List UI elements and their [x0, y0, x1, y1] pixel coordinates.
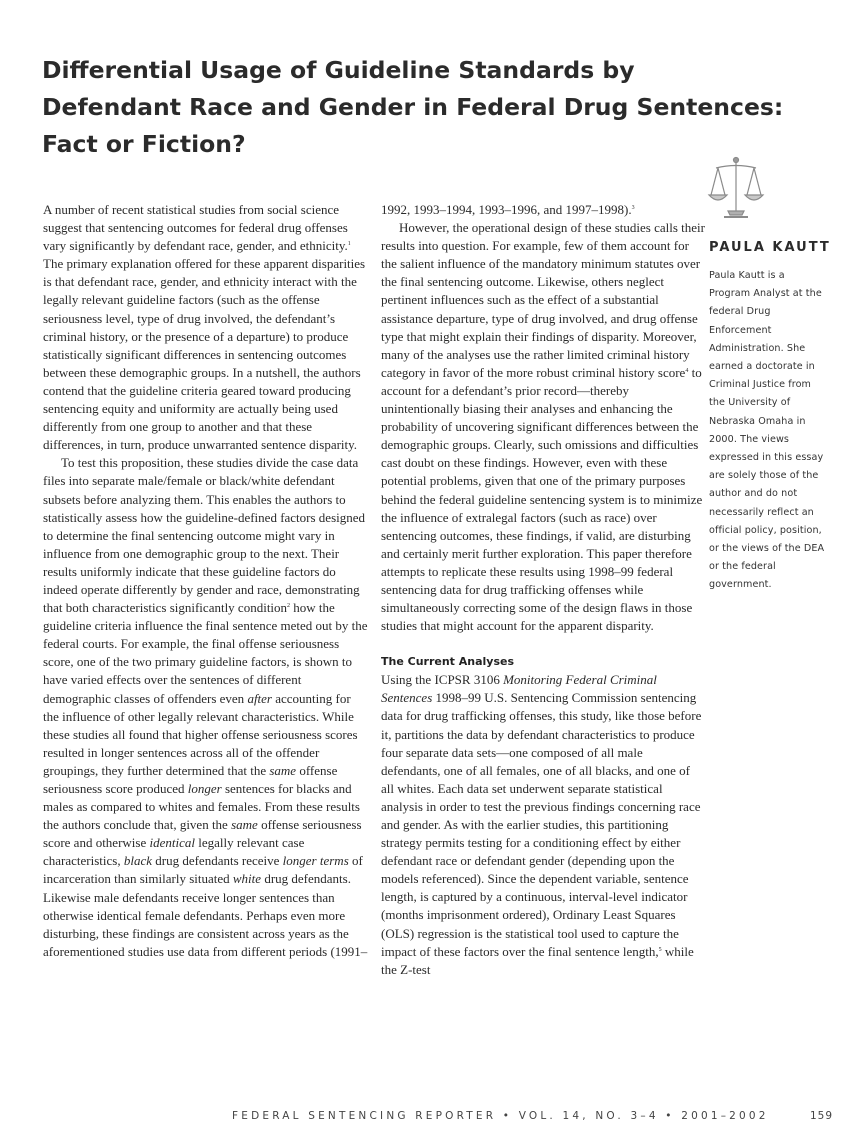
- title-line-1: Differential Usage of Guideline Standards by: [42, 56, 635, 84]
- author-name: PAULA KAUTT: [709, 240, 831, 255]
- footnote-marker[interactable]: 3: [631, 205, 635, 211]
- section-heading: The Current Analyses: [381, 655, 515, 669]
- footnote-marker[interactable]: 1: [347, 241, 351, 248]
- page-number: 159: [810, 1110, 834, 1122]
- journal-citation: FEDERAL SENTENCING REPORTER • VOL. 14, NO. 3–4 • 2001–2002: [232, 1110, 769, 1122]
- footnote-marker[interactable]: 5: [658, 946, 662, 953]
- body-column-middle: [381, 201, 705, 979]
- paragraph: To test this proposition, these studies divide the case data files into separate male/female or black/white defendant subsets before analyzing them. This enables the authors to statistically assess how the guideline-defined factors designed to determine the final sentencing outcome might vary in influence from one demographic group to the next. Their results uniformly indicate that these guideline factors do indeed operate differently by gender and race, demonstrating that both characteristics significantly condition$^2$ how the guideline criteria influence the final sentence meted out by the federal courts. For example, the final offense seriousness score, one of the two primary guideline factors, is shown to have varied effects over the sentences of different demographic classes of offenders even after accounting for the influence of other legally relevant characteristics. While these studies all found that higher offense seriousness scores resulted in longer sentences across all of the offender groupings, they further determined that the same offense seriousness score produced longer sentences for blacks and males as compared to whites and females. From these results the authors conclude that, given the same offense seriousness score and otherwise identical legally relevant case characteristics, black drug defendants receive longer terms of incarceration than similarly situated white drug defendants. Likewise male defendants receive longer sentences than otherwise identical female defendants. Perhaps even more disturbing, these findings are consistent across years as the aforementioned studies use data from different periods (1991–: [43, 455, 368, 959]
- paragraph: However, the operational design of these studies calls their results into question. For example, few of them account for the salient influence of the mandatory minimum statutes over the final sentencing outcome. Likewise, others neglect pertinent influences such as the effect of a substantial assistance departure, type of drug involved, and drug offense type that might explain their findings of disparity. Moreover, many of the analyses use the rather limited criminal history category in favor of the more robust criminal history score$^4$ to account for a defendant’s prior record—thereby unintentionally biasing their analyses and enhancing the probability of uncovering significant differences between the demographic groups. Clearly, such omissions and difficulties cast doubt on these findings. However, even with these potential problems, given that one of the primary purposes behind the federal guideline sentencing system is to minimize the influence of extralegal factors (such as race) over sentencing outcomes, these findings, if valid, are disturbing and certainly merit further exploration. This paper therefore attempts to replicate these results using 1998–99 federal sentencing data for drug trafficking offenses while simultaneously correcting some of the design flaws in those studies that might account for the apparent disparity.: [381, 220, 705, 634]
- scales-of-justice-icon: [706, 155, 766, 221]
- footnote-marker[interactable]: 2: [287, 603, 291, 610]
- paragraph: A number of recent statistical studies from social science suggest that sentencing outcomes for federal drug offenses vary significantly by defendant race, gender, and ethnicity.$^1$ The primary explanation offered for these apparent disparities is that defendant race, gender, and ethnicity interact with the legally relevant guideline factors (such as the offense seriousness level, type of drug involved, the defendant’s criminal history, or the presence of a departure) to produce statistically significant differences in sentencing outcomes between these demographic groups. In a nutshell, the authors contend that the guideline criteria geared toward producing sentencing equity and uniformity are actually being used differently from one group to another and that these differences, in turn, produce unwarranted sentence disparity.: [43, 202, 366, 453]
- author-bio: Paula Kautt is a Program Analyst at the federal Drug Enforcement Administration. She earned a doctorate in Criminal Justice from the University of Nebraska Omaha in 2000. The views expressed in this essay are solely those of the author and do not necessarily reflect an official policy, position, or the views of the DEA or the federal government.: [709, 270, 825, 591]
- title-line-2: Defendant Race and Gender in Federal Drug Sentences:: [42, 93, 784, 121]
- title-line-3: Fact or Fiction?: [42, 130, 246, 158]
- article-title: [42, 52, 802, 163]
- body-column-left: [43, 201, 369, 961]
- paragraph: Using the ICPSR 3106 Monitoring Federal Criminal Sentences 1998–99 U.S. Sentencing Commission sentencing data for drug trafficking offenses, this study, like those before it, partitions the data by defendant characteristics to produce four separate data sets—one composed of all male defendants, one of all females, one of all blacks, and one of all whites. Each data set underwent separate statistical analysis in order to test the previous findings concerning race and gender. As with the earlier studies, this partitioning strategy permits testing for a conditioning effect by either defendant race or defendant gender (depending upon the models referenced). Since the dependent variable, sentence length, is captured by a continuous, interval-level indicator (months imprisonment ordered), Ordinary Least Squares (OLS) regression is the statistical tool used to capture the impact of these factors over the final sentence length,$^5$ while the Z-test: [381, 672, 702, 977]
- footnote-marker[interactable]: 4: [685, 367, 689, 374]
- paragraph: 1992, 1993–1994, 1993–1996, and 1997–1998).$^3$: [381, 202, 635, 217]
